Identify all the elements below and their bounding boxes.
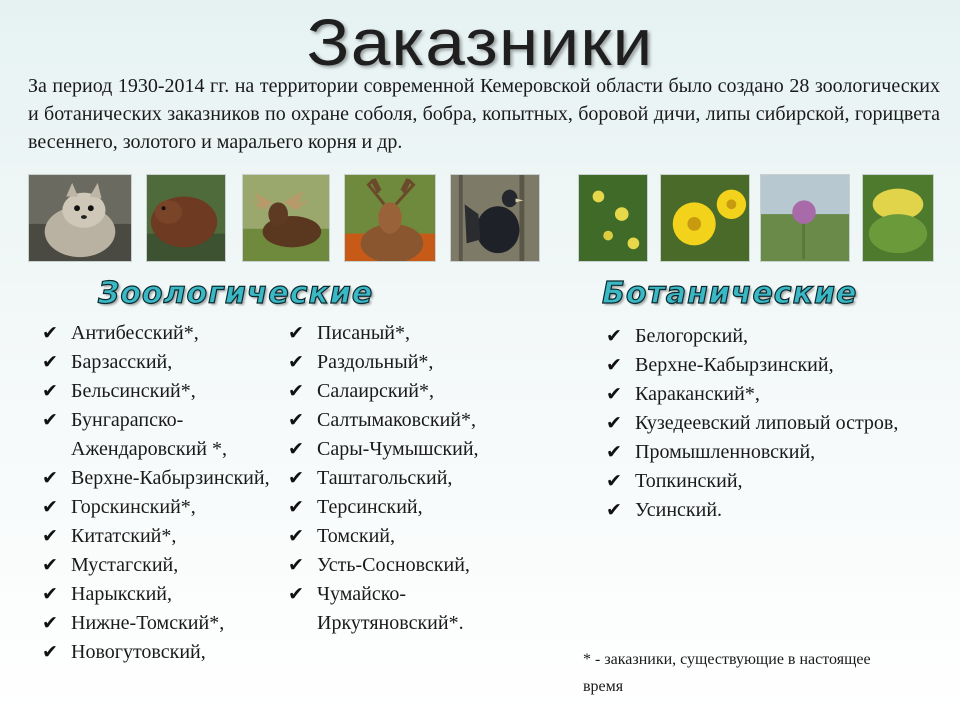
list-item-label: Салаирский*, [317,380,434,402]
checkmark-icon: ✔ [606,441,622,463]
list-item [42,406,272,464]
list-item-label: Усть-Сосновский, [317,554,470,576]
list-item-label: Караканский*, [635,383,760,405]
list-item-label: Антибесский*, [71,322,199,344]
list-item [288,406,518,435]
checkmark-icon: ✔ [42,525,58,547]
list-item-label: Таштагольский, [317,467,453,489]
checkmark-icon: ✔ [42,380,58,402]
beaver-photo [146,174,226,262]
list-item [288,580,518,638]
list-item [42,319,272,348]
list-item-label: Китатский*, [71,525,177,547]
capercaillie-photo [450,174,540,262]
list-item-label: Горскинский*, [71,496,196,518]
list-item [606,351,906,380]
zoological-heading: Зоологические [98,276,374,311]
yellow-flowers-photo [578,174,648,262]
list-item [42,348,272,377]
checkmark-icon: ✔ [606,383,622,405]
list-item-label: Топкинский, [635,470,743,492]
list-item [42,493,272,522]
checkmark-icon: ✔ [606,325,622,347]
list-item [288,319,518,348]
checkmark-icon: ✔ [288,583,304,605]
list-item-label: Салтымаковский*, [317,409,476,431]
checkmark-icon: ✔ [42,583,58,605]
checkmark-icon: ✔ [42,554,58,576]
checkmark-icon: ✔ [42,409,58,431]
list-item [288,493,518,522]
list-item-label: Усинский. [635,499,723,521]
list-item [288,551,518,580]
list-item [606,467,906,496]
list-item-label: Чумайско-Иркутяновский*. [317,583,464,634]
page-title: Заказники [306,5,654,79]
list-item [42,609,272,638]
list-item-label: Верхне-Кабырзинский, [71,467,270,489]
list-item-label: Кузедеевский липовый остров, [635,412,899,434]
list-item [42,580,272,609]
botanical-heading: Ботанические [602,276,858,311]
list-item-label: Терсинский, [317,496,423,518]
checkmark-icon: ✔ [42,641,58,663]
checkmark-icon: ✔ [288,496,304,518]
checkmark-icon: ✔ [288,554,304,576]
list-item [42,377,272,406]
list-item [606,409,906,438]
checkmark-icon: ✔ [606,470,622,492]
checkmark-icon: ✔ [606,412,622,434]
list-item-label: Томский, [317,525,395,547]
red-deer-photo [344,174,436,262]
list-item-label: Бельсинский*, [71,380,196,402]
adonis-photo [660,174,750,262]
moose-photo [242,174,330,262]
list-item [288,348,518,377]
sable-photo [28,174,132,262]
checkmark-icon: ✔ [288,438,304,460]
list-item [42,638,272,667]
list-item [42,464,272,493]
checkmark-icon: ✔ [42,467,58,489]
list-item-label: Барзасский, [71,351,173,373]
checkmark-icon: ✔ [288,525,304,547]
list-item-label: Сары-Чумышский, [317,438,479,460]
checkmark-icon: ✔ [42,351,58,373]
list-item-label: Нарыкский, [71,583,172,605]
golden-root-photo [862,174,934,262]
zoological-list-col1 [42,319,272,667]
checkmark-icon: ✔ [42,612,58,634]
checkmark-icon: ✔ [288,467,304,489]
checkmark-icon: ✔ [288,322,304,344]
list-item-label: Белогорский, [635,325,749,347]
botanical-list [606,322,906,525]
zoological-list-col2 [288,319,518,638]
list-item [288,522,518,551]
checkmark-icon: ✔ [42,496,58,518]
list-item-label: Писаный*, [317,322,410,344]
list-item-label: Нижне-Томский*, [71,612,225,634]
list-item-label: Верхне-Кабырзинский, [635,354,834,376]
intro-paragraph: За период 1930-2014 гг. на территории современной Кемеровской области было создано 28 зоологических и ботанических заказников по охране соболя, бобра, копытных, боровой дичи, липы сибирской, горицвета весеннего, золотого и маральего корня и др. [28,75,940,153]
checkmark-icon: ✔ [288,380,304,402]
list-item [606,438,906,467]
list-item [288,377,518,406]
list-item [606,322,906,351]
list-item [288,464,518,493]
list-item-label: Промышленновский, [635,441,816,463]
checkmark-icon: ✔ [288,409,304,431]
maral-root-photo [760,174,850,262]
checkmark-icon: ✔ [288,351,304,373]
list-item [606,496,906,525]
list-item [42,551,272,580]
list-item [42,522,272,551]
checkmark-icon: ✔ [606,354,622,376]
list-item [288,435,518,464]
list-item-label: Мустагский, [71,554,179,576]
checkmark-icon: ✔ [42,322,58,344]
list-item [606,380,906,409]
checkmark-icon: ✔ [606,499,622,521]
footnote: * - заказники, существующие в настоящее время [583,651,871,695]
list-item-label: Бунгарапско-Ажендаровский *, [71,409,227,460]
list-item-label: Раздольный*, [317,351,434,373]
list-item-label: Новогутовский, [71,641,206,663]
